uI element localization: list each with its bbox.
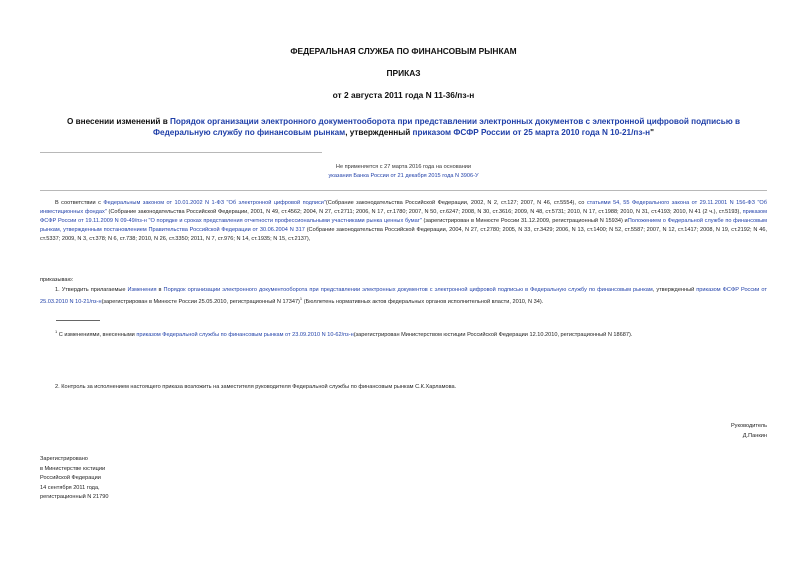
registration-line: Зарегистрировано bbox=[40, 456, 88, 462]
procedure-link[interactable]: Порядок организации электронного документооборота при представлении электронных документов с электронной цифровой подписью в Федеральную службу по финансовым рынкам bbox=[163, 287, 653, 293]
registration-block bbox=[40, 455, 240, 503]
order-reporting-link[interactable]: приказом ФСФР России от 19.11.2009 N 09-49/пз-н "О порядке и сроках представления отчетности профессиональными участниками рынка ценных бумаг" bbox=[40, 208, 767, 224]
registration-line: Российской Федерации bbox=[40, 475, 101, 482]
subject-procedure-link[interactable]: Порядок организации электронного документооборота при представлении электронных документов с электронной цифровой подписью в Федеральную службу по финансовым рынкам bbox=[153, 117, 741, 137]
item1-text-5: (Бюллетень нормативных актов федеральных органов исполнительной власти, 2010, N 34). bbox=[302, 298, 544, 305]
preamble-text-1: В соответствии с bbox=[55, 200, 104, 206]
item-2-paragraph: 2. Контроль за исполнением настоящего приказа возложить на заместителя руководителя Федеральной службы по финансовым рынкам С.К.Харламова. bbox=[55, 384, 457, 390]
subject-prefix: О внесении изменений в bbox=[66, 117, 171, 126]
preamble-text-2: (Собрание законодательства Российской Федерации, 2002, N 2, ст.127; 2007, N 46, ст.5554), со bbox=[325, 200, 587, 206]
subject-middle: , утвержденный bbox=[345, 128, 413, 137]
subject-order-link[interactable]: приказом ФСФР России от 25 марта 2010 года N 10-21/пз-н bbox=[412, 128, 651, 137]
item1-text-2: в bbox=[156, 287, 164, 293]
regulation-fsfm-link[interactable]: Положением о Федеральной службе по финансовым рынкам, утвержденным постановлением Правительства Российской Федерации от 30.06.2004 N 317 bbox=[40, 217, 768, 233]
preamble-text-4: (зарегистрирован в Минюсте России 31.12.2009, регистрационный N 15934) и bbox=[421, 217, 628, 224]
order-word: приказываю: bbox=[40, 277, 74, 283]
divider-short bbox=[40, 152, 322, 153]
changes-link[interactable]: Изменения bbox=[127, 287, 157, 293]
preamble-text-3: (Собрание законодательства Российской Федерации, 2001, N 49, ст.4562; 2004, N 27, ст.2711; 2006, N 17, ст.1780; 2007, N 50, ст.6247; 2008, N 30, ст.3616; 2009, N 48, ст.5731; 2010, N 17, ст.1988; 2010, N 31, ст.4193; 2010, N 41 (2 ч.), ст.5193), bbox=[106, 208, 743, 215]
status-note bbox=[240, 163, 567, 181]
doc-type-title: ПРИКАЗ bbox=[386, 68, 421, 78]
preamble-text-5: (Собрание законодательства Российской Федерации, 2004, N 27, ст.2780; 2005, N 33, ст.3429; 2006, N 13, ст.1400; N 52, ст.5587; 2007, N 12, ст.1417; 2008, N 19, ст.2192; N 46, ст.5337; 2009, N 3, ст.378; N 6, ст.738; 2010, N 26, ст.3350; 2011, N 7, ст.976; N 14, ст.1935; N 15, ст.2137), bbox=[40, 226, 767, 242]
signature-block bbox=[567, 421, 767, 441]
footnote-ref: 1 bbox=[299, 295, 303, 301]
law-digital-signature-link[interactable]: Федеральным законом от 10.01.2002 N 1-ФЗ "Об электронной цифровой подписи" bbox=[103, 200, 326, 206]
item-1-paragraph bbox=[40, 286, 767, 307]
footnote-paragraph bbox=[40, 328, 767, 340]
status-note-link[interactable]: указания Банка России от 21 декабря 2015 года N 3906-У bbox=[328, 173, 479, 179]
item1-text-3: , утвержденный bbox=[652, 287, 697, 293]
order-2010-link[interactable]: приказом ФСФР России от 25.03.2010 N 10-21/пз-н bbox=[40, 287, 767, 305]
registration-line: 14 сентября 2011 года, bbox=[40, 484, 100, 491]
status-note-text: Не применяется с 27 марта 2016 года на основании bbox=[335, 164, 472, 170]
item1-text-4: (зарегистрирован в Минюсте России 25.05.2010, регистрационный N 17347) bbox=[101, 298, 300, 305]
item1-text-1: 1. Утвердить прилагаемые bbox=[55, 287, 128, 293]
footnote-order-link[interactable]: приказом Федеральной службы по финансовым рынкам от 23.09.2010 N 10-62/пз-н bbox=[136, 331, 354, 338]
divider-full bbox=[40, 190, 767, 191]
registration-line: регистрационный N 21790 bbox=[40, 494, 109, 501]
preamble-paragraph bbox=[40, 199, 767, 244]
signature-name: Д.Панкин bbox=[742, 433, 767, 439]
footnote-text-1: С изменениями, внесенными bbox=[57, 331, 137, 338]
footnote-separator bbox=[56, 320, 100, 321]
footnote-text-2: (зарегистрирован Министерством юстиции Российской Федерации 12.10.2010, регистрационный N 18687). bbox=[353, 331, 633, 338]
agency-title: ФЕДЕРАЛЬНАЯ СЛУЖБА ПО ФИНАНСОВЫМ РЫНКАМ bbox=[290, 46, 517, 56]
law-investment-funds-link[interactable]: статьями 54, 55 Федерального закона от 29.11.2001 N 156-ФЗ "Об инвестиционных фондах" bbox=[40, 200, 767, 215]
registration-line: в Министерстве юстиции bbox=[40, 465, 106, 472]
document-subject bbox=[40, 116, 767, 138]
signature-title: Руководитель bbox=[730, 423, 767, 429]
subject-suffix: " bbox=[650, 128, 654, 137]
footnote-mark: 1 bbox=[55, 329, 58, 334]
doc-date-number: от 2 августа 2011 года N 11-36/пз-н bbox=[332, 90, 475, 100]
